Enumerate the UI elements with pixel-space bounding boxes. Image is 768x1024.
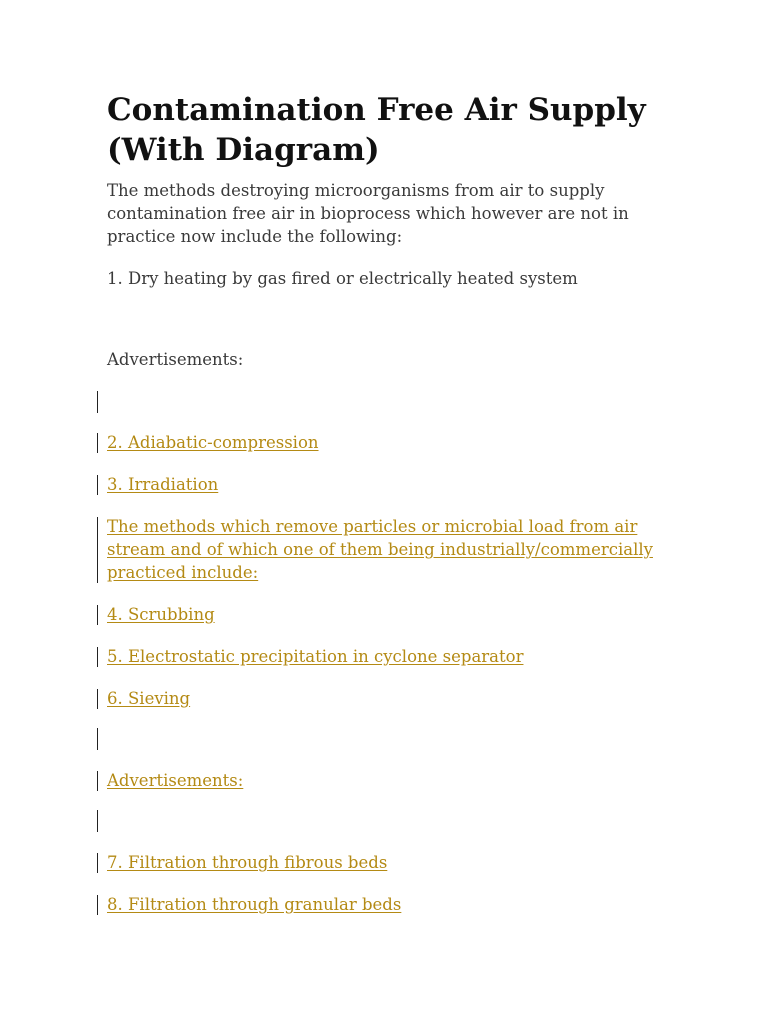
link-advertisements[interactable]: Advertisements: [107,771,244,790]
link-filtration-fibrous-beds[interactable]: 7. Filtration through fibrous beds [107,853,388,872]
text-cursor-bar [97,853,98,873]
link-adiabatic-compression[interactable]: 2. Adiabatic-compression [107,433,319,452]
text-cursor-bar [97,689,98,709]
text-cursor-bar [97,728,98,750]
list-item-row [97,515,697,585]
text-cursor-bar [97,605,98,625]
empty-line [97,728,697,750]
text-cursor-bar [97,391,98,413]
empty-line [97,391,697,413]
list-item-row [97,893,697,917]
text-cursor-bar [97,517,98,583]
text-cursor-bar [97,771,98,791]
link-electrostatic-precipitation[interactable]: 5. Electrostatic precipitation in cyclone separator [107,647,524,666]
text-cursor-bar [97,895,98,915]
list-item-row [97,687,697,711]
text-cursor-bar [97,475,98,495]
link-filtration-granular-beds[interactable]: 8. Filtration through granular beds [107,895,402,914]
link-scrubbing[interactable]: 4. Scrubbing [107,605,215,624]
empty-line [97,810,697,832]
list-item-row [97,603,697,627]
page-title: Contamination Free Air Supply (With Diagram) [107,92,646,168]
advertisements-label: Advertisements: [107,350,244,369]
link-sieving[interactable]: 6. Sieving [107,689,191,708]
list-item-dry-heating: 1. Dry heating by gas fired or electrically heated system [107,269,578,288]
list-item-row [97,645,697,669]
text-cursor-bar [97,647,98,667]
link-removal-methods[interactable]: The methods which remove particles or microbial load from air stream and of which one of them being industrially/commercially practiced include: [107,517,653,582]
list-item-row [97,473,697,497]
list-item-row [97,769,697,793]
list-item-row [97,851,697,875]
list-item-row [97,431,697,455]
text-cursor-bar [97,810,98,832]
link-irradiation[interactable]: 3. Irradiation [107,475,219,494]
text-cursor-bar [97,433,98,453]
intro-paragraph: The methods destroying microorganisms from air to supply contamination free air in bioprocess which however are not in practice now include the following: [107,181,629,246]
